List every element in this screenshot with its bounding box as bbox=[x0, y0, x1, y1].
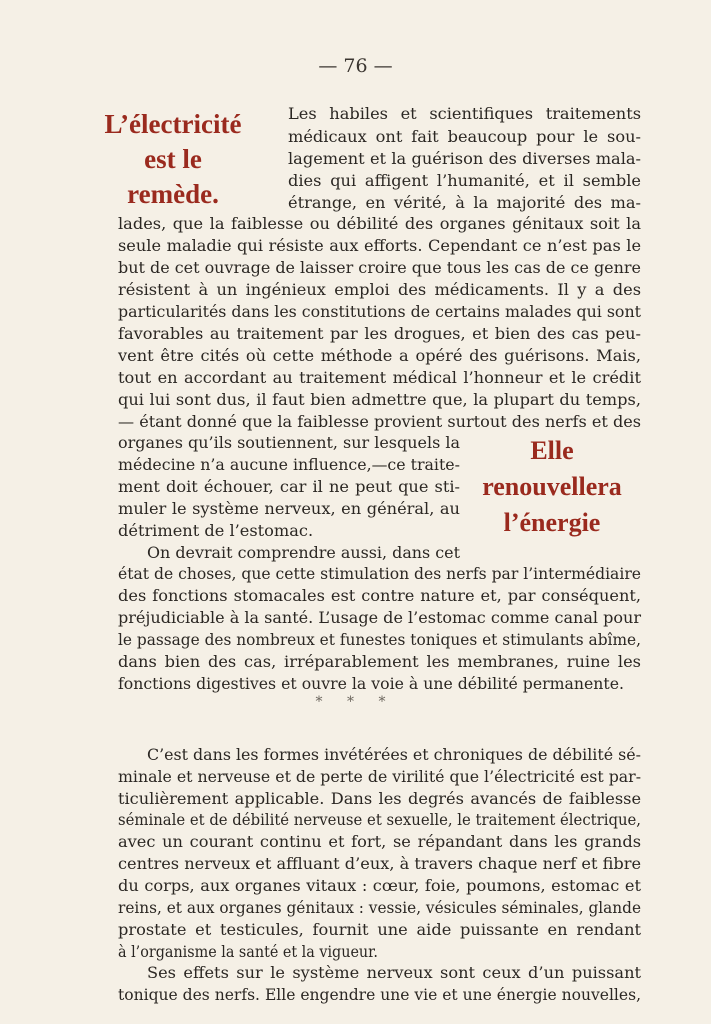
text-line: étrange, en vérité, à la majorité des ma- bbox=[288, 193, 642, 212]
text-line: seule maladie qui résiste aux efforts. Cependant ce n’est pas le bbox=[118, 236, 642, 255]
marginal-note-line: remède. bbox=[127, 179, 219, 210]
marginal-note-line: L’électricité bbox=[104, 109, 242, 139]
text-line: des fonctions stomacales est contre nature et, par conséquent, bbox=[118, 586, 642, 605]
text-line: séminale et de débilité nerveuse et sexuelle, le traitement électrique, bbox=[118, 810, 641, 829]
text-line: dans bien des cas, irréparablement les membranes, ruine les bbox=[118, 652, 641, 671]
text-line: à l’organisme la santé et la vigueur. bbox=[118, 942, 379, 961]
text-line: Ses effets sur le système nerveux sont ceux d’un puissant bbox=[147, 963, 642, 982]
marginal-note-energie bbox=[470, 433, 634, 541]
text-line: muler le système nerveux, en général, au bbox=[118, 499, 460, 518]
text-line: ment doit échouer, car il ne peut que sti- bbox=[118, 477, 461, 496]
section-separator: * * * bbox=[315, 694, 396, 710]
page-number: — 76 — bbox=[318, 55, 393, 77]
text-line: médicaux ont fait beaucoup pour le sou- bbox=[288, 127, 642, 146]
text-line: C’est dans les formes invétérées et chroniques de débilité sé- bbox=[147, 745, 641, 764]
text-line: médecine n’a aucune influence,—ce traite- bbox=[118, 455, 460, 474]
text-line: ticulièrement applicable. Dans les degrés avancés de faiblesse bbox=[118, 789, 642, 808]
text-line: favorables au traitement par les drogues, et bien des cas peu- bbox=[118, 324, 642, 343]
text-line: prostate et testicules, fournit une aide puissante en rendant bbox=[118, 920, 642, 939]
text-line: Les habiles et scientifiques traitements bbox=[288, 104, 642, 123]
marginal-note-line: est le bbox=[144, 144, 202, 175]
text-line: tonique des nerfs. Elle engendre une vie et une énergie nouvelles, bbox=[118, 985, 642, 1004]
text-line: lades, que la faiblesse ou débilité des organes génitaux soit la bbox=[118, 214, 641, 233]
text-line: — étant donné que la faiblesse provient surtout des nerfs et des bbox=[118, 412, 642, 431]
text-line: qui lui sont dus, il faut bien admettre que, la plupart du temps, bbox=[118, 390, 641, 409]
text-line: préjudiciable à la santé. L’usage de l’estomac comme canal pour bbox=[118, 608, 641, 627]
text-line: particularités dans les constitutions de certains malades qui sont bbox=[118, 302, 641, 321]
text-line: but de cet ouvrage de laisser croire que tous les cas de ce genre bbox=[118, 258, 641, 277]
text-line: minale et nerveuse et de perte de virilité que l’électricité est par- bbox=[118, 767, 642, 786]
text-line: état de choses, que cette stimulation des nerfs par l’intermédiaire bbox=[118, 564, 641, 583]
text-line: dies qui affigent l’humanité, et il semble bbox=[288, 171, 641, 190]
text-line: vent être cités où cette méthode a opéré des guérisons. Mais, bbox=[118, 346, 641, 365]
text-line: On devrait comprendre aussi, dans cet bbox=[147, 543, 461, 562]
marginal-note-line: Elle bbox=[530, 436, 574, 465]
marginal-note-line: l’énergie bbox=[503, 507, 601, 537]
text-line: organes qu’ils soutiennent, sur lesquels la bbox=[118, 433, 460, 452]
text-line: résistent à un ingénieux emploi des médicaments. Il y a des bbox=[118, 280, 642, 299]
text-line: du corps, aux organes vitaux : cœur, foie, poumons, estomac et bbox=[118, 876, 641, 895]
text-line: avec un courant continu et fort, se répandant dans les grands bbox=[118, 832, 642, 851]
text-line: tout en accordant au traitement médical l’honneur et le crédit bbox=[118, 368, 641, 387]
text-line: le passage des nombreux et funestes toniques et stimulants abîme, bbox=[118, 630, 641, 649]
text-line: fonctions digestives et ouvre la voie à une débilité permanente. bbox=[118, 674, 624, 693]
marginal-note-electricite bbox=[98, 107, 248, 212]
text-line: reins, et aux organes génitaux : vessie, vésicules séminales, glande bbox=[118, 898, 642, 917]
text-line: lagement et la guérison des diverses mala- bbox=[288, 149, 641, 168]
text-line: centres nerveux et affluant d’eux, à travers chaque nerf et fibre bbox=[118, 854, 642, 873]
text-line: détriment de l’estomac. bbox=[118, 521, 314, 540]
marginal-note-line: renouvellera bbox=[482, 471, 622, 501]
